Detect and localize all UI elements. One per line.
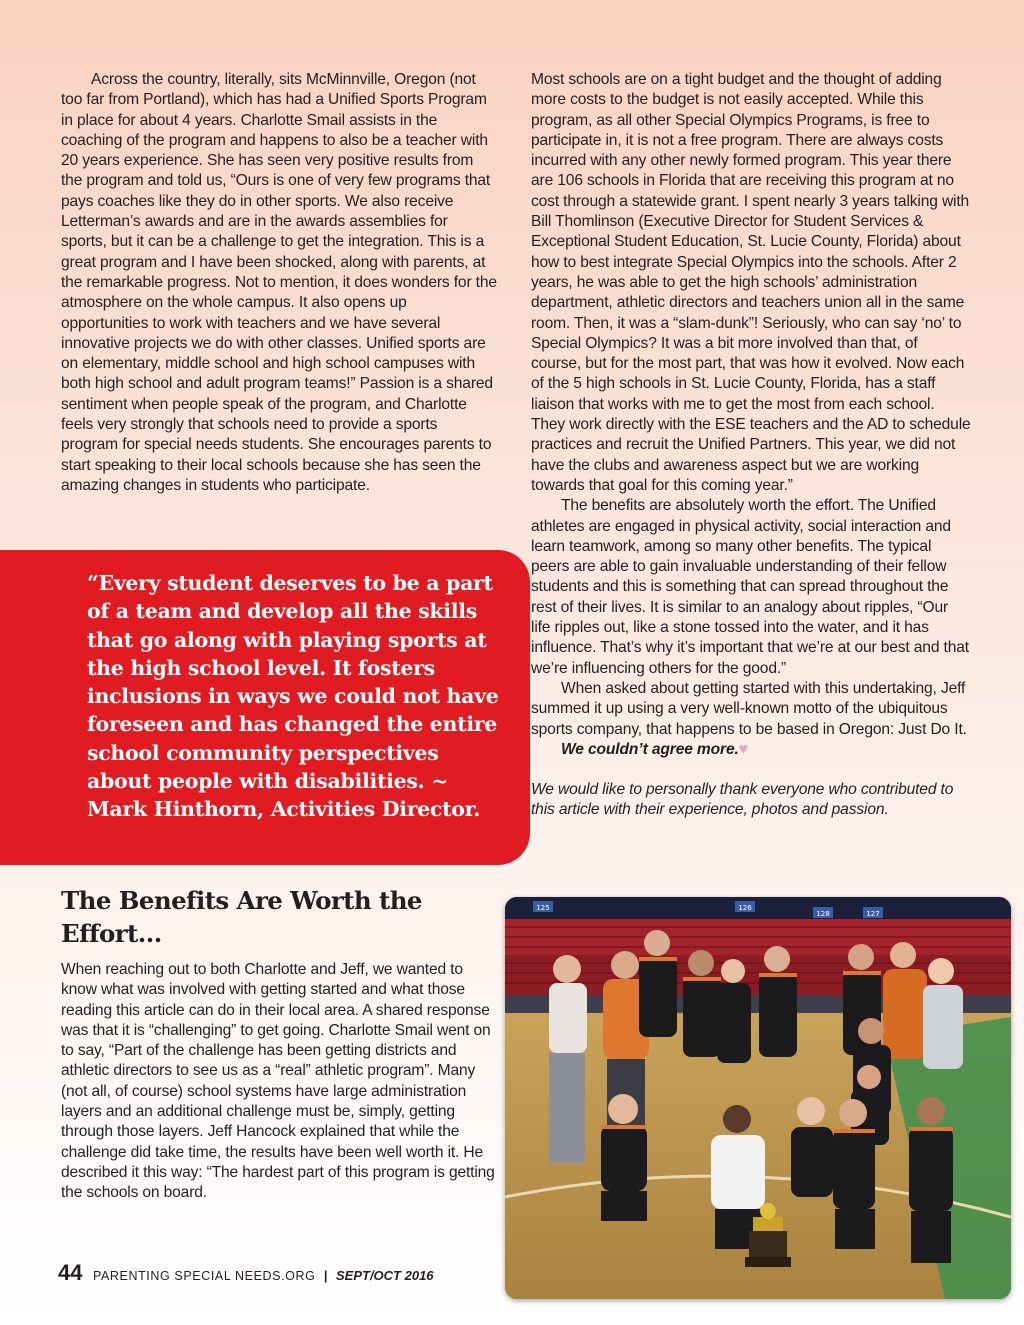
team-photo-illustration [505,897,1011,1299]
left-paragraph-1: Across the country, literally, sits McMinnville, Oregon (not too far from Portland), which has had a Unified Sports Program in place for about 4 years. Charlotte Smail assists in the coaching of the program and happens to also be a teacher with 20 years experience. She has seen very positive results from the program and told us, “Ours is one of very few programs that pays coaches like they do in other sports. We also receive Letterman’s awards and are in the awards assemblies for sports, but it can be a challenge to get the integration. This is a great program and I have been shocked, along with parents, at the remarkable progress. Not to mention, it does wonders for the atmosphere on the whole campus. It also opens up opportunities to work with teachers and we have several innovative projects we do with other classes. Unified sports are on elementary, middle school and high school campuses with both high school and adult program teams!” Passion is a shared sentiment when people speak of the program, and Charlotte feels very strongly that schools need to provide a sports program for special needs students. She encourages parents to start speaking to their local schools because she has seen the amazing changes in students who participate. [61,71,497,494]
section-sign-label: 128 [816,910,830,918]
benefits-paragraph: When reaching out to both Charlotte and Jeff, we wanted to know what was involved with getting started and what those reading this article can do in their local area. A shared response was that it is “challenging” to get going. Charlotte Smail went on to say, “Part of the challenge has been getting districts and athletic directors to see us as a “real” athletic program”. Many (not all, of course) school systems have large administration layers and an additional challenge must be, simply, getting through those layers. Jeff Hancock explained that while the challenge did take time, the results have been well worth it. He described it this way: “The hardest part of this program is getting the schools on board. [61,961,495,1202]
heart-icon: ♥ [738,740,749,758]
pull-quote-text: “Every student deserves to be a part of a team and develop all the skills that go along with playing sports at the high school level. It fosters inclusions in ways we could not have foreseen and has changed the entire school community perspectives about people with disabilities. ~ Mark Hinthorn, Activities Director. [87,571,499,822]
page-footer [58,1260,434,1290]
section-sign-label: 127 [866,910,880,918]
page-number: 44 [58,1260,83,1285]
left-article-column [61,70,497,496]
section-sign-label: 126 [738,904,752,912]
publication-name: PARENTING SPECIAL NEEDS.ORG [92,1269,316,1283]
arena-ceiling [505,897,1011,919]
closing-line [531,740,971,760]
section-heading: The Benefits Are Worth the Effort… [61,886,422,948]
closing-text: We couldn’t agree more. [561,740,739,758]
section-sign-label: 125 [536,904,550,912]
right-article-column [531,70,971,821]
thanks-note: We would like to personally thank everyone who contributed to this article with their experience, photos and passion. [531,781,954,819]
issue-date: SEPT/OCT 2016 [335,1268,434,1283]
team-photo [505,897,1011,1299]
benefits-column [61,960,497,1204]
right-paragraph-1: Most schools are on a tight budget and the thought of adding more costs to the budget is not easily accepted. While this program, as all other Special Olympics Programs, is free to participate in, it is not a free program. There are always costs incurred with any other newly formed program. This year there are 106 schools in Florida that are receiving this program at no cost through a statewide grant. I spent nearly 3 years talking with Bill Thomlinson (Executive Director for Student Services & Exceptional Student Education, St. Lucie County, Florida) about how to best integrate Special Olympics into the schools. After 2 years, he was able to get the high schools’ administration department, athletic directors and teachers union all in the same room. Then, it was a “slam-dunk”! Seriously, who can say ‘no’ to Special Olympics? It was a bit more involved than that, of course, but for the most part, that was how it evolved. Now each of the 5 high schools in St. Lucie County, Florida, has a staff liaison that works with me to get the most from each school. They work directly with the ESE teachers and the AD to schedule practices and recruit the Unified Partners. This year, we did not have the clubs and awareness aspect but we are working towards that goal for this coming year.” [531,71,971,494]
right-paragraph-2: The benefits are absolutely worth the effort. The Unified athletes are engaged in physical activity, social interaction and learn teamwork, among so many other benefits. The typical peers are able to gain invaluable understanding of their fellow students and this is something that can spread throughout the rest of their lives. It is similar to an analogy about ripples, “Our life ripples out, like a stone tossed into the water, and it has influence. That’s why it’s important that we’re at our best and that we’re influencing others for the good.” [531,497,969,677]
footer-separator: | [323,1268,328,1283]
right-paragraph-3: When asked about getting started with this undertaking, Jeff summed it up using a very well-known motto of the ubiquitous sports company, that happens to be based in Oregon: Just Do It. [531,679,967,738]
